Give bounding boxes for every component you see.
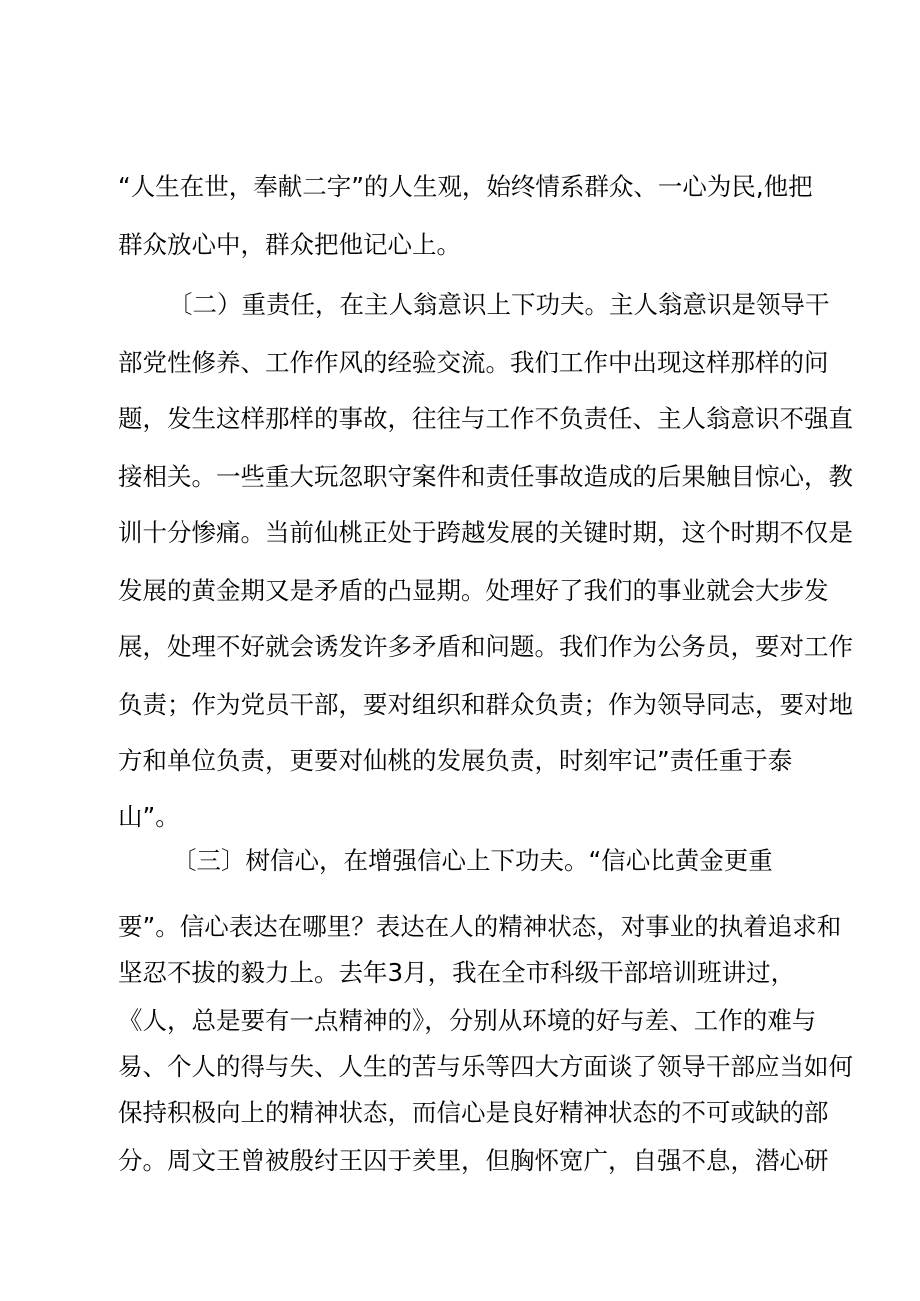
text-line: “人生在世，奉献二字”的人生观，始终情系群众、一心为民,他把 xyxy=(118,172,813,201)
text-line: 山”。 xyxy=(118,802,180,831)
text-line: 负责；作为党员干部，要对组织和群众负责；作为领导同志，要对地 xyxy=(118,690,853,719)
text-line: 〔二）重责任，在主人翁意识上下功夫。主人翁意识是领导干 xyxy=(168,290,830,319)
text-line: 分。周文王曾被殷纣王囚于羑里，但胸怀宽广，自强不息，潜心研 xyxy=(118,1146,829,1175)
text-line: 坚忍不拔的毅力上。去年3月，我在全市科级干部培训班讲过， xyxy=(118,958,796,987)
text-line: 《人，总是要有一点精神的》，分别从环境的好与差、工作的难与 xyxy=(118,1006,817,1035)
text-line: 部党性修养、工作作风的经验交流。我们工作中出现这样那样的问 xyxy=(118,348,829,377)
text-line: 〔三〕树信心，在增强信心上下功夫。“信心比黄金更重 xyxy=(172,846,773,875)
text-line: 接相关。一些重大玩忽职守案件和责任事故造成的后果触目惊心，教 xyxy=(118,462,853,491)
text-line: 保持积极向上的精神状态，而信心是良好精神状态的不可或缺的部 xyxy=(118,1098,829,1127)
text-line: 题，发生这样那样的事故，往往与工作不负责任、主人翁意识不强直 xyxy=(118,404,853,433)
text-line: 方和单位负责，更要对仙桃的发展负责，时刻牢记”责任重于泰 xyxy=(118,746,793,775)
text-line: 易、个人的得与失、人生的苦与乐等四大方面谈了领导干部应当如何 xyxy=(118,1052,853,1081)
text-line: 群众放心中，群众把他记心上。 xyxy=(118,230,461,259)
text-line: 展，处理不好就会诱发许多矛盾和问题。我们作为公务员，要对工作 xyxy=(118,632,853,661)
text-line: 训十分惨痛。当前仙桃正处于跨越发展的关键时期，这个时期不仅是 xyxy=(118,518,853,547)
text-line: 要”。信心表达在哪里？表达在人的精神状态，对事业的执着追求和 xyxy=(118,912,842,941)
text-line: 发展的黄金期又是矛盾的凸显期。处理好了我们的事业就会大步发 xyxy=(118,576,829,605)
